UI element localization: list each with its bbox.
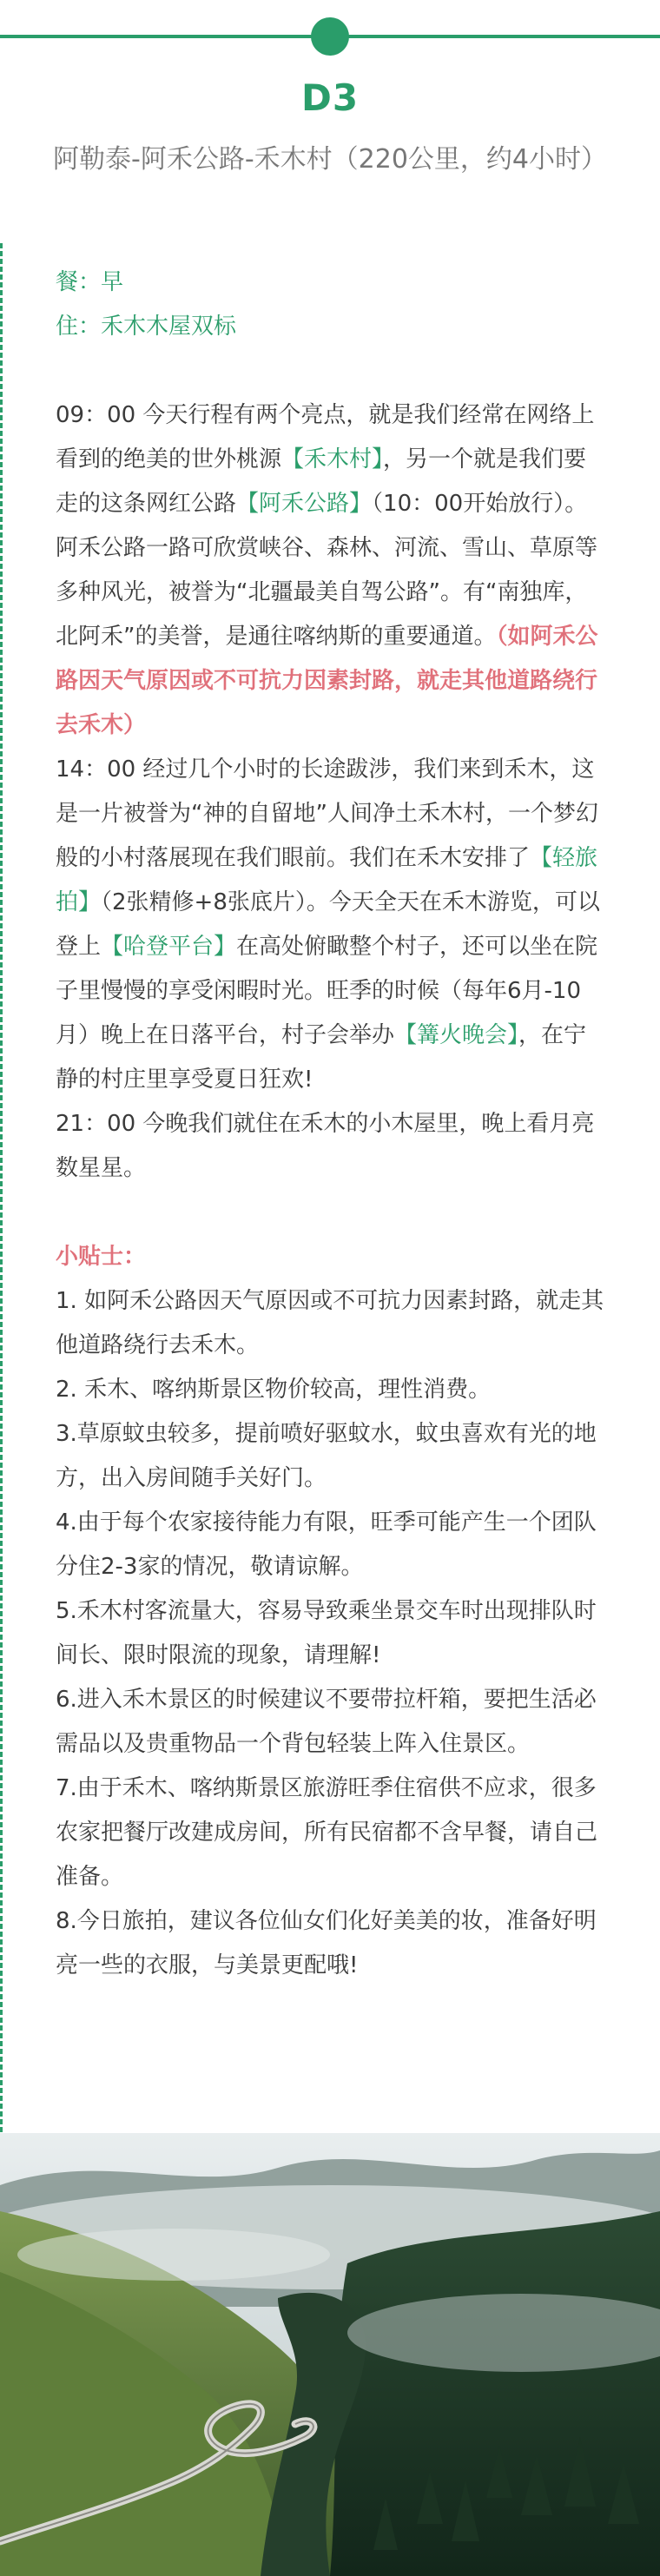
tip-item: 8.今日旅拍，建议各位仙女们化好美美的妆，准备好明亮一些的衣服，与美景更配哦! (56, 1908, 597, 1978)
day-content (56, 261, 604, 1988)
tip-item: 7.由于禾木、喀纳斯景区旅游旺季住宿供不应求，很多农家把餐厅改建成房间，所有民宿都不含早餐，请自己准备。 (56, 1775, 598, 1890)
day-title: D3 (300, 76, 360, 119)
highlight-bonfire-party: 【篝火晚会】 (394, 1022, 519, 1048)
highlight-light-photo: 【轻旅拍】 (56, 845, 598, 915)
itinerary-text: （2张精修+8张底片）。今天全天在禾木游览，可以登上 (56, 889, 600, 960)
itinerary-text: （10：00开始放行）。阿禾公路一路可欣赏峡谷、森林、河流、雪山、草原等多种风光，被誉为“北疆最美自驾公路”。有“南独库，北阿禾”的美誉，是通往喀纳斯的重要通道。 (56, 491, 598, 650)
tip-item: 3.草原蚊虫较多，提前喷好驱蚊水，蚊虫喜欢有光的地方，出入房间随手关好门。 (56, 1421, 597, 1491)
itinerary-text: ，在宁静的村庄里享受夏日狂欢! (56, 1022, 587, 1093)
itinerary-morning (56, 393, 604, 748)
road-closure-warning: （如阿禾公路因天气原因或不可抗力因素封路，就走其他道路绕行去禾木） (56, 624, 598, 738)
route-subtitle: 阿勒泰-阿禾公路-禾木村（220公里，约4小时） (53, 144, 607, 175)
itinerary-text: 14：00 经过几个小时的长途跋涉，我们来到禾木，这是一片被誉为“神的自留地”人间净土禾木村，一个梦幻般的小村落展现在我们眼前。我们在禾木安排了 (56, 756, 598, 871)
meal-info: 餐：早 (56, 269, 124, 295)
itinerary-text: ，另一个就是我们要走的这条网红公路 (56, 446, 587, 517)
highlight-hadeng-platform: 【哈登平台】 (101, 934, 237, 960)
mountain-road-photo (0, 2133, 660, 2576)
itinerary-text: 09：00 今天行程有两个亮点，就是我们经常在网络上看到的绝美的世外桃源 (56, 402, 595, 472)
tip-item: 5.禾木村客流量大，容易导致乘坐景交车时出现排队时间长、限时限流的现象，请理解! (56, 1598, 597, 1668)
header-dot-icon (311, 17, 349, 56)
itinerary-text: 在高处俯瞰整个村子，还可以坐在院子里慢慢的享受闲暇时光。旺季的时候（每年6月-10月）晚上在日落平台，村子会举办 (56, 934, 598, 1048)
highlight-ahe-road: 【阿禾公路】 (236, 491, 373, 517)
tips-title: 小贴士： (56, 1244, 147, 1270)
tip-item: 2. 禾木、喀纳斯景区物价较高，理性消费。 (56, 1377, 492, 1403)
tip-item: 1. 如阿禾公路因天气原因或不可抗力因素封路，就走其他道路绕行去禾木。 (56, 1288, 604, 1358)
itinerary-evening: 21：00 今晚我们就住在禾木的小木屋里，晚上看月亮数星星。 (56, 1111, 595, 1181)
highlight-hemu-village: 【禾木村】 (281, 446, 384, 472)
itinerary-afternoon (56, 748, 604, 1102)
left-dashed-border (0, 243, 3, 2132)
stay-info: 住：禾木木屋双标 (56, 314, 237, 340)
tip-item: 6.进入禾木景区的时候建议不要带拉杆箱，要把生活必需品以及贵重物品一个背包轻装上阵入住景区。 (56, 1687, 597, 1757)
tip-item: 4.由于每个农家接待能力有限，旺季可能产生一个团队分住2-3家的情况，敬请谅解。 (56, 1509, 597, 1580)
